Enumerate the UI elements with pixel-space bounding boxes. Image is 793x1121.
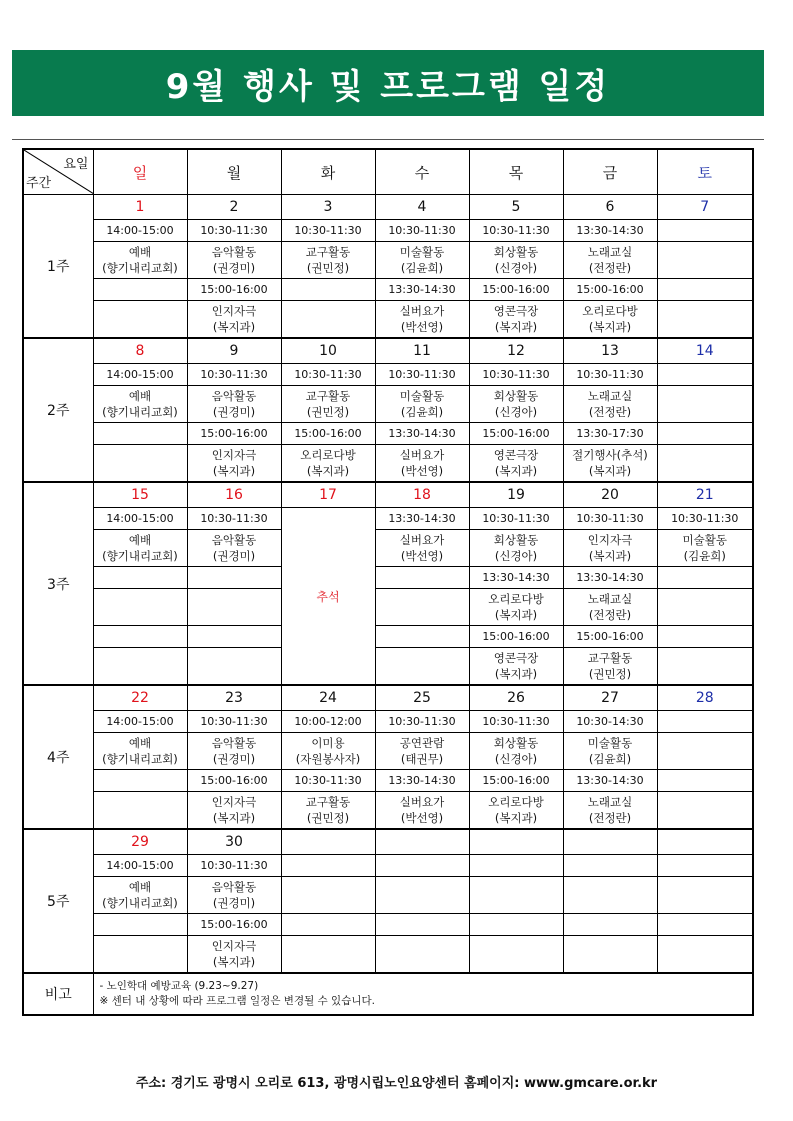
time-cell [93, 567, 187, 589]
time-row [23, 279, 753, 301]
program-row [23, 792, 753, 830]
time-cell [281, 914, 375, 936]
time-cell: 13:30-14:30 [375, 770, 469, 792]
program-cell [657, 648, 753, 686]
time-cell [93, 770, 187, 792]
week-label: 3주 [23, 482, 93, 685]
remarks-content [93, 973, 753, 1015]
program-cell [375, 936, 469, 974]
program-cell: 노래교실 (전정란) [563, 242, 657, 279]
time-cell [375, 567, 469, 589]
time-cell: 13:30-14:30 [563, 567, 657, 589]
date-cell: 9 [187, 338, 281, 364]
week-1 [23, 195, 753, 339]
time-cell: 10:30-11:30 [375, 220, 469, 242]
time-cell [187, 567, 281, 589]
program-cell: 영콘극장 (복지과) [469, 445, 563, 483]
schedule-table [22, 148, 754, 1016]
program-cell: 실버요가 (박선영) [375, 530, 469, 567]
program-row [23, 301, 753, 339]
time-cell: 10:30-11:30 [281, 770, 375, 792]
program-cell [281, 301, 375, 339]
program-cell [375, 877, 469, 914]
footer-address: 주소: 경기도 광명시 오리로 613, 광명시립노인요양센터 홈페이지: www.gmcare.or.kr [135, 1076, 658, 1091]
date-row [23, 482, 753, 508]
program-cell: 회상활동 (신경아) [469, 242, 563, 279]
time-cell [657, 914, 753, 936]
time-cell [563, 914, 657, 936]
time-cell [657, 423, 753, 445]
header-day-sat: 토 [657, 149, 753, 195]
time-cell: 15:00-16:00 [563, 626, 657, 648]
time-cell [93, 626, 187, 648]
time-cell: 10:00-12:00 [281, 711, 375, 733]
program-cell [657, 936, 753, 974]
program-cell [657, 386, 753, 423]
program-cell: 절기행사(추석) (복지과) [563, 445, 657, 483]
program-cell [93, 936, 187, 974]
program-cell [187, 648, 281, 686]
holiday-cell: 추석 [281, 508, 375, 686]
header-corner [23, 149, 93, 195]
program-cell [93, 301, 187, 339]
program-row [23, 530, 753, 567]
time-cell [375, 914, 469, 936]
time-cell: 10:30-11:30 [375, 364, 469, 386]
program-cell [563, 936, 657, 974]
program-row [23, 733, 753, 770]
page-title: 9월 행사 및 프로그램 일정 [12, 50, 764, 116]
program-cell [187, 589, 281, 626]
program-row [23, 445, 753, 483]
date-cell [281, 829, 375, 855]
header-day-sun: 일 [93, 149, 187, 195]
date-cell: 23 [187, 685, 281, 711]
time-cell [657, 770, 753, 792]
header-day-mon: 월 [187, 149, 281, 195]
program-cell: 예배 (향기내리교회) [93, 877, 187, 914]
time-cell: 14:00-15:00 [93, 711, 187, 733]
program-cell [469, 936, 563, 974]
remarks-row [23, 973, 753, 1015]
date-cell: 16 [187, 482, 281, 508]
date-cell: 3 [281, 195, 375, 220]
program-cell [563, 877, 657, 914]
program-cell: 교구활동 (권민정) [281, 242, 375, 279]
date-cell: 20 [563, 482, 657, 508]
program-cell [93, 792, 187, 830]
time-cell: 13:30-14:30 [375, 423, 469, 445]
program-cell: 교구활동 (권민정) [281, 792, 375, 830]
program-cell: 회상활동 (신경아) [469, 733, 563, 770]
time-cell [657, 364, 753, 386]
program-cell [93, 445, 187, 483]
time-cell: 13:30-14:30 [469, 567, 563, 589]
program-cell [657, 792, 753, 830]
date-cell: 15 [93, 482, 187, 508]
time-cell: 15:00-16:00 [187, 914, 281, 936]
program-row [23, 936, 753, 974]
program-cell: 미술활동 (김윤희) [657, 530, 753, 567]
date-cell: 21 [657, 482, 753, 508]
program-cell: 노래교실 (전정란) [563, 792, 657, 830]
time-cell: 10:30-11:30 [187, 508, 281, 530]
date-cell: 7 [657, 195, 753, 220]
date-cell: 19 [469, 482, 563, 508]
time-row [23, 855, 753, 877]
program-cell: 오리로다방 (복지과) [563, 301, 657, 339]
time-cell [657, 855, 753, 877]
date-cell: 11 [375, 338, 469, 364]
time-cell: 13:30-17:30 [563, 423, 657, 445]
time-cell: 10:30-11:30 [657, 508, 753, 530]
program-cell [657, 589, 753, 626]
time-cell: 13:30-14:30 [375, 279, 469, 301]
time-cell [93, 914, 187, 936]
program-cell: 실버요가 (박선영) [375, 301, 469, 339]
program-cell [375, 648, 469, 686]
time-cell [93, 423, 187, 445]
date-cell: 5 [469, 195, 563, 220]
time-cell: 14:00-15:00 [93, 508, 187, 530]
date-row [23, 338, 753, 364]
time-cell: 14:00-15:00 [93, 220, 187, 242]
program-row [23, 877, 753, 914]
time-cell: 15:00-16:00 [281, 423, 375, 445]
time-cell [657, 626, 753, 648]
program-cell [281, 936, 375, 974]
program-cell: 음악활동 (권경미) [187, 242, 281, 279]
program-cell: 음악활동 (권경미) [187, 877, 281, 914]
program-cell: 노래교실 (전정란) [563, 589, 657, 626]
time-cell: 10:30-11:30 [187, 711, 281, 733]
time-cell [187, 626, 281, 648]
corner-day-label: 요일 [63, 157, 89, 172]
program-row [23, 589, 753, 626]
time-cell: 13:30-14:30 [563, 770, 657, 792]
corner-week-label: 주간 [26, 176, 52, 191]
date-row [23, 829, 753, 855]
program-cell: 예배 (향기내리교회) [93, 386, 187, 423]
remarks-line-1: - 노인학대 예방교육 (9.23~9.27) [99, 980, 259, 992]
week-5 [23, 829, 753, 973]
time-cell: 14:00-15:00 [93, 364, 187, 386]
time-cell: 10:30-11:30 [563, 364, 657, 386]
program-cell: 이미용 (자원봉사자) [281, 733, 375, 770]
program-cell [657, 877, 753, 914]
program-cell: 회상활동 (신경아) [469, 386, 563, 423]
time-cell: 10:30-11:30 [469, 364, 563, 386]
program-cell [657, 301, 753, 339]
program-cell [93, 589, 187, 626]
time-cell: 10:30-11:30 [281, 220, 375, 242]
program-cell: 예배 (향기내리교회) [93, 242, 187, 279]
date-cell: 24 [281, 685, 375, 711]
week-3 [23, 482, 753, 685]
time-cell: 10:30-11:30 [281, 364, 375, 386]
remarks-label: 비고 [23, 973, 93, 1015]
program-cell: 미술활동 (김윤희) [375, 386, 469, 423]
program-cell [657, 445, 753, 483]
program-cell: 음악활동 (권경미) [187, 386, 281, 423]
program-cell: 오리로다방 (복지과) [469, 589, 563, 626]
time-cell [563, 855, 657, 877]
program-cell: 인지자극 (복지과) [563, 530, 657, 567]
time-cell: 10:30-11:30 [187, 855, 281, 877]
program-cell: 교구활동 (권민정) [281, 386, 375, 423]
time-cell [657, 711, 753, 733]
time-row [23, 914, 753, 936]
time-cell [469, 914, 563, 936]
program-cell: 미술활동 (김윤희) [375, 242, 469, 279]
date-cell: 26 [469, 685, 563, 711]
date-cell: 27 [563, 685, 657, 711]
program-row [23, 242, 753, 279]
program-cell: 미술활동 (김윤희) [563, 733, 657, 770]
program-cell: 실버요가 (박선영) [375, 792, 469, 830]
week-2 [23, 338, 753, 482]
time-cell: 10:30-14:30 [563, 711, 657, 733]
header-day-tue: 화 [281, 149, 375, 195]
program-cell: 회상활동 (신경아) [469, 530, 563, 567]
time-cell [281, 855, 375, 877]
time-row [23, 567, 753, 589]
date-cell [563, 829, 657, 855]
program-cell [657, 733, 753, 770]
time-cell: 10:30-11:30 [375, 711, 469, 733]
program-cell: 인지자극 (복지과) [187, 445, 281, 483]
time-row [23, 711, 753, 733]
time-cell [375, 626, 469, 648]
program-row [23, 648, 753, 686]
day-header-row [23, 149, 753, 195]
time-cell: 15:00-16:00 [187, 770, 281, 792]
program-cell: 영콘극장 (복지과) [469, 648, 563, 686]
week-label: 4주 [23, 685, 93, 829]
remarks-line-2: ※ 센터 내 상황에 따라 프로그램 일정은 변경될 수 있습니다. [99, 995, 375, 1007]
time-cell: 10:30-11:30 [563, 508, 657, 530]
time-row [23, 770, 753, 792]
time-cell: 15:00-16:00 [469, 770, 563, 792]
program-cell: 음악활동 (권경미) [187, 733, 281, 770]
time-cell [657, 220, 753, 242]
program-cell: 공연관람 (태권무) [375, 733, 469, 770]
time-cell [375, 855, 469, 877]
time-cell: 15:00-16:00 [563, 279, 657, 301]
time-cell [657, 279, 753, 301]
time-cell [93, 279, 187, 301]
week-label: 1주 [23, 195, 93, 339]
date-cell: 2 [187, 195, 281, 220]
date-cell: 29 [93, 829, 187, 855]
date-row [23, 685, 753, 711]
program-cell: 예배 (향기내리교회) [93, 733, 187, 770]
time-row [23, 626, 753, 648]
time-cell: 10:30-11:30 [469, 711, 563, 733]
date-cell [375, 829, 469, 855]
program-cell: 인지자극 (복지과) [187, 792, 281, 830]
program-cell: 교구활동 (권민정) [563, 648, 657, 686]
program-cell: 영콘극장 (복지과) [469, 301, 563, 339]
date-cell: 12 [469, 338, 563, 364]
date-cell: 4 [375, 195, 469, 220]
week-4 [23, 685, 753, 829]
program-row [23, 386, 753, 423]
time-cell: 14:00-15:00 [93, 855, 187, 877]
title-divider [12, 139, 764, 140]
time-row [23, 364, 753, 386]
time-cell [281, 279, 375, 301]
date-cell: 6 [563, 195, 657, 220]
program-cell: 오리로다방 (복지과) [469, 792, 563, 830]
time-cell [469, 855, 563, 877]
date-cell: 25 [375, 685, 469, 711]
date-cell [469, 829, 563, 855]
date-row [23, 195, 753, 220]
program-cell: 실버요가 (박선영) [375, 445, 469, 483]
time-cell: 13:30-14:30 [375, 508, 469, 530]
header-day-fri: 금 [563, 149, 657, 195]
date-cell: 10 [281, 338, 375, 364]
date-cell: 1 [93, 195, 187, 220]
program-cell: 예배 (향기내리교회) [93, 530, 187, 567]
program-cell: 노래교실 (전정란) [563, 386, 657, 423]
time-cell: 10:30-11:30 [469, 220, 563, 242]
time-cell: 10:30-11:30 [187, 364, 281, 386]
date-cell: 14 [657, 338, 753, 364]
program-cell: 인지자극 (복지과) [187, 301, 281, 339]
date-cell: 28 [657, 685, 753, 711]
time-cell: 15:00-16:00 [187, 423, 281, 445]
date-cell: 30 [187, 829, 281, 855]
time-row [23, 220, 753, 242]
header-day-wed: 수 [375, 149, 469, 195]
program-cell [657, 242, 753, 279]
week-label: 2주 [23, 338, 93, 482]
program-cell [281, 877, 375, 914]
time-cell: 10:30-11:30 [187, 220, 281, 242]
date-cell: 22 [93, 685, 187, 711]
date-cell: 13 [563, 338, 657, 364]
program-cell: 오리로다방 (복지과) [281, 445, 375, 483]
time-cell [657, 567, 753, 589]
time-cell: 10:30-11:30 [469, 508, 563, 530]
time-cell: 15:00-16:00 [469, 626, 563, 648]
program-cell [469, 877, 563, 914]
time-cell: 15:00-16:00 [469, 423, 563, 445]
program-cell [93, 648, 187, 686]
date-cell: 17 [281, 482, 375, 508]
program-cell: 인지자극 (복지과) [187, 936, 281, 974]
week-label: 5주 [23, 829, 93, 973]
date-cell: 8 [93, 338, 187, 364]
time-cell: 15:00-16:00 [469, 279, 563, 301]
time-row [23, 508, 753, 530]
header-day-thu: 목 [469, 149, 563, 195]
time-cell: 15:00-16:00 [187, 279, 281, 301]
date-cell: 18 [375, 482, 469, 508]
time-cell: 13:30-14:30 [563, 220, 657, 242]
time-row [23, 423, 753, 445]
date-cell [657, 829, 753, 855]
program-cell: 음악활동 (권경미) [187, 530, 281, 567]
program-cell [375, 589, 469, 626]
